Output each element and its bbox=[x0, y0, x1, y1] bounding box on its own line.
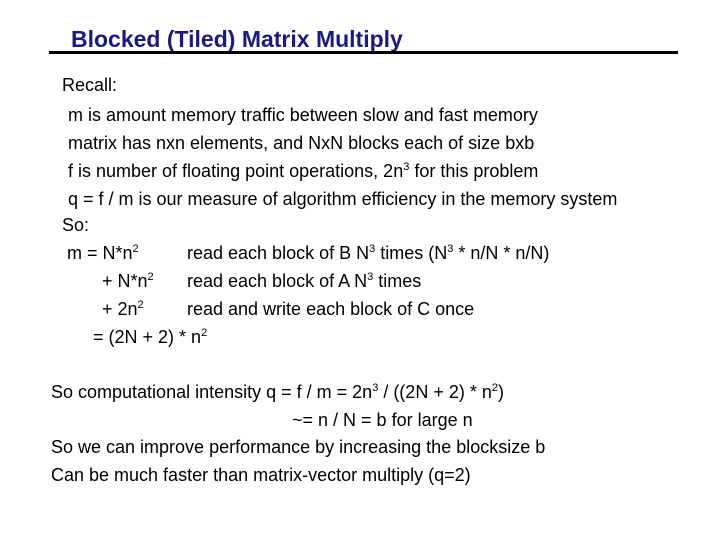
slide-title: Blocked (Tiled) Matrix Multiply bbox=[71, 26, 403, 52]
intensity-line: So computational intensity $q = f / m = 2n^3 / ((2N + 2) * n^2)$ bbox=[51, 382, 504, 402]
recall-line-m: m is amount memory traffic between slow and fast memory bbox=[68, 105, 538, 125]
title-underline bbox=[49, 51, 678, 54]
approx-line: ~= n / N = b for large n bbox=[292, 410, 473, 430]
recall-line-q: q = f / m is our measure of algorithm efficiency in the memory system bbox=[68, 189, 618, 209]
faster-line: Can be much faster than matrix-vector multiply (q=2) bbox=[51, 465, 471, 485]
recall-line-matrix: matrix has nxn elements, and NxN blocks each of size bxb bbox=[68, 133, 535, 153]
improve-line: So we can improve performance by increasing the blocksize b bbox=[51, 437, 546, 457]
recall-heading: Recall: bbox=[62, 75, 118, 95]
so-heading: So: bbox=[62, 215, 90, 235]
recall-line-f: f is number of floating point operations, $2n^3$ for this problem bbox=[68, 161, 539, 181]
